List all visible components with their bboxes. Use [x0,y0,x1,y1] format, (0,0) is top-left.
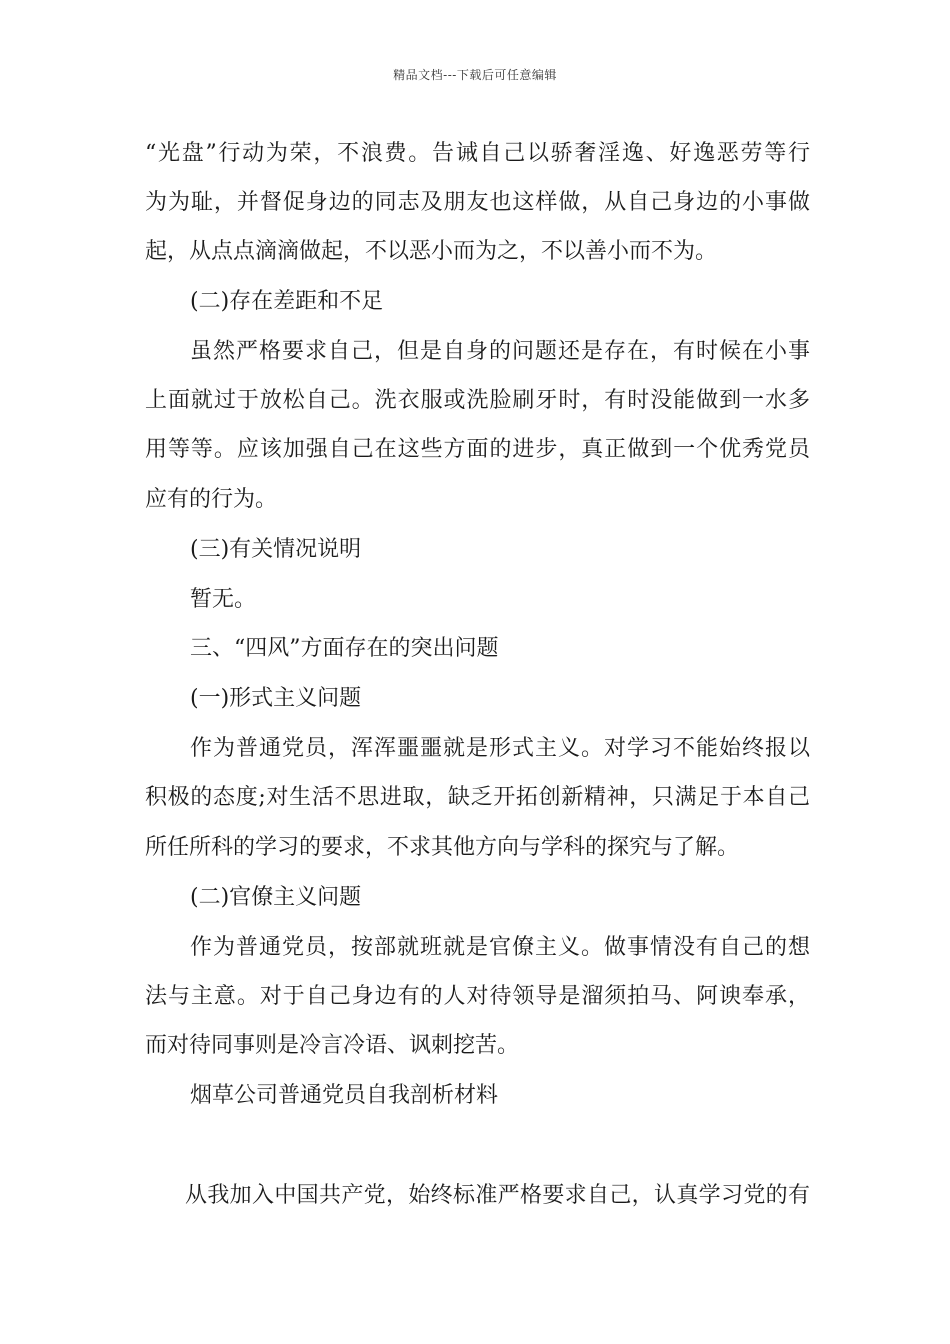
paragraph-line: 作为普通党员，浑浑噩噩就是形式主义。对学习不能始终报以 [190,736,810,761]
paragraph-line: “光盘”行动为荣，不浪费。告诫自己以骄奢淫逸、好逸恶劳等行 [145,141,810,166]
paragraph-line: 起，从点点滴滴做起，不以恶小而为之，不以善小而不为。 [145,239,718,264]
section-heading: (一)形式主义问题 [190,686,362,711]
paragraph-line: 虽然严格要求自己，但是自身的问题还是存在，有时候在小事 [190,339,810,364]
paragraph-line: 用等等。应该加强自己在这些方面的进步，真正做到一个优秀党员 [145,437,810,462]
paragraph-line: 为为耻，并督促身边的同志及朋友也这样做，从自己身边的小事做 [145,190,810,215]
section-heading: 三、“四风”方面存在的突出问题 [190,636,499,661]
section-heading: (三)有关情况说明 [190,537,362,562]
paragraph-line: 法与主意。对于自己身边有的人对待领导是溜须拍马、阿谀奉承， [145,984,810,1009]
document-title: 烟草公司普通党员自我剖析材料 [190,1083,499,1108]
paragraph-line: 暂无。 [190,587,257,612]
paragraph-line: 而对待同事则是冷言冷语、讽刺挖苦。 [145,1033,520,1058]
paragraph-line: 所任所科的学习的要求，不求其他方向与学科的探究与了解。 [145,835,740,860]
paragraph-line: 作为普通党员，按部就班就是官僚主义。做事情没有自己的想 [190,935,810,960]
page-header: 精品文档---下载后可任意编辑 [393,68,557,82]
section-heading: (二)存在差距和不足 [190,289,384,314]
section-heading: (二)官僚主义问题 [190,885,362,910]
paragraph-line: 应有的行为。 [145,487,278,512]
paragraph-line: 积极的态度;对生活不思进取，缺乏开拓创新精神，只满足于本自己 [145,785,810,810]
paragraph-line: 从我加入中国共产党，始终标准严格要求自己，认真学习党的有 [185,1183,810,1208]
paragraph-line: 上面就过于放松自己。洗衣服或洗脸刷牙时，有时没能做到一水多 [145,388,810,413]
